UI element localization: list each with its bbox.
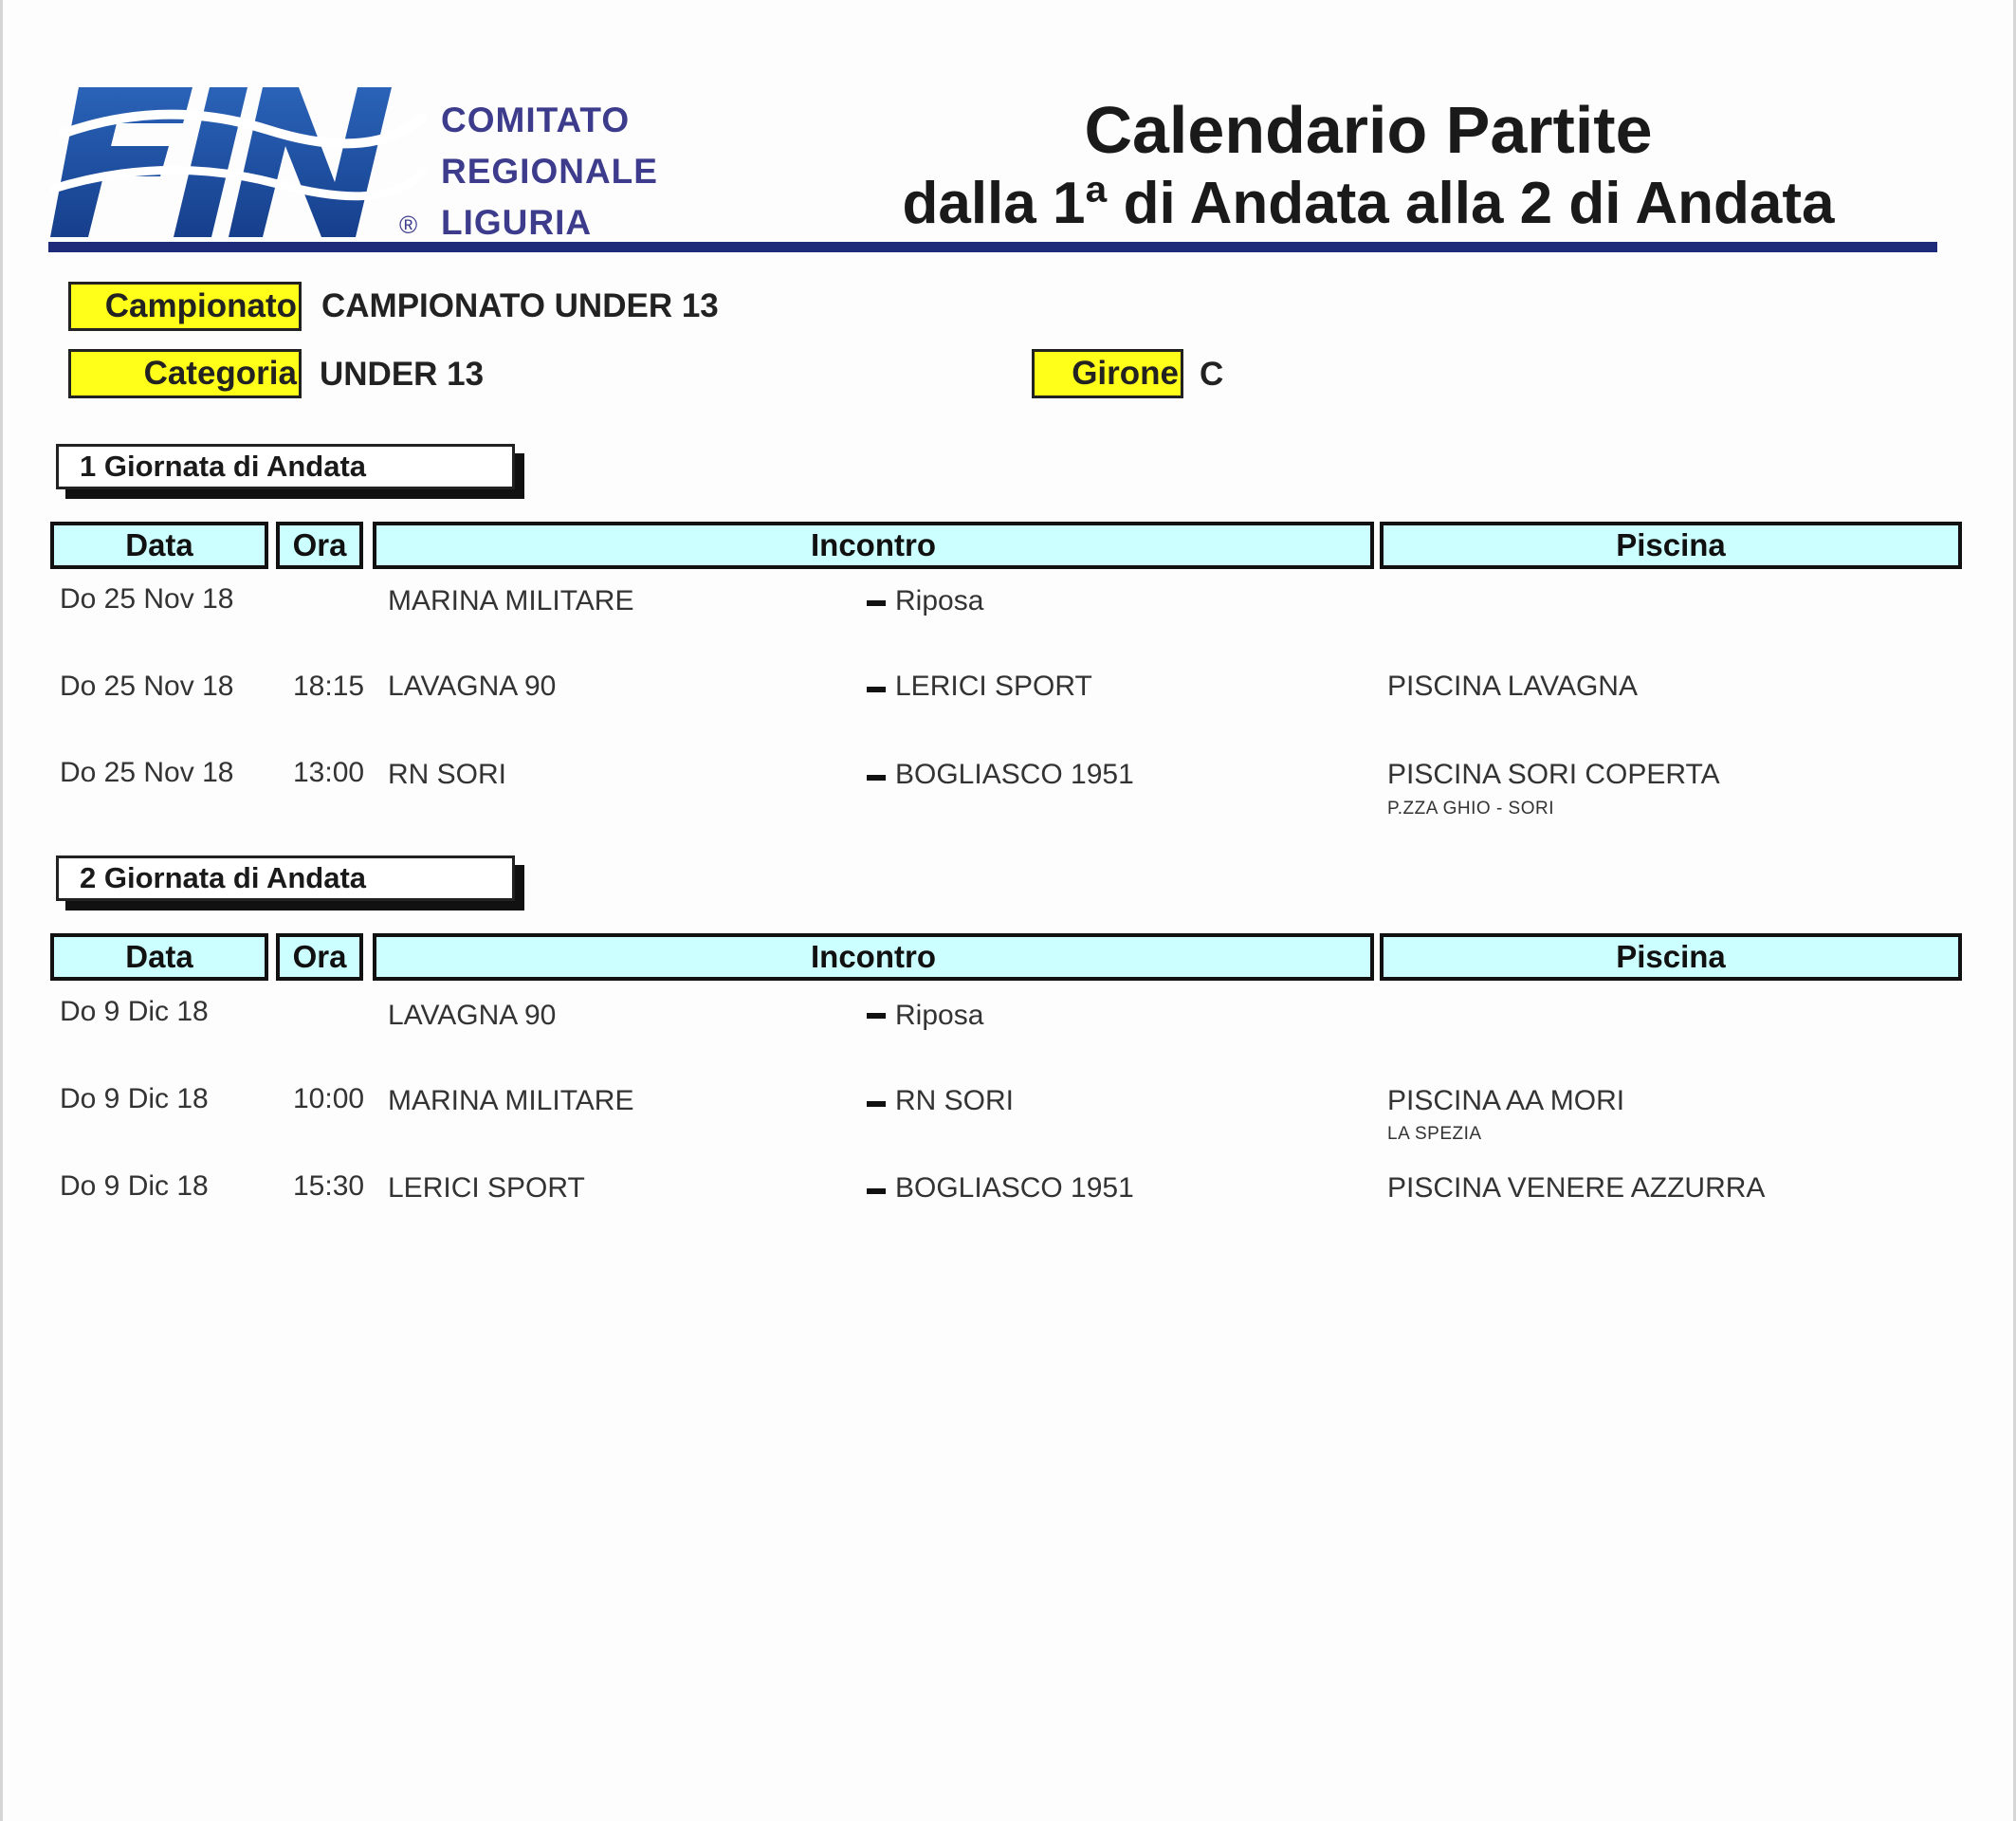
page-title [837, 91, 1899, 239]
match-away-team: RN SORI [895, 1085, 1015, 1116]
match-away-team: BOGLIASCO 1951 [895, 759, 1134, 790]
categoria-value: UNDER 13 [320, 356, 485, 393]
match-date: Do 9 Dic 18 [60, 1083, 209, 1114]
match-time: 18:15 [293, 671, 365, 702]
fin-logo [50, 78, 430, 248]
title-line-1: Calendario Partite [1084, 93, 1653, 167]
campionato-label: Campionato [68, 282, 302, 331]
match-separator [867, 1013, 886, 1019]
table-header-incontro: Incontro [373, 522, 1374, 569]
match-time: 10:00 [293, 1083, 365, 1114]
match-home-team: MARINA MILITARE [388, 1085, 634, 1116]
categoria-label: Categoria [68, 349, 302, 398]
table-header-piscina: Piscina [1380, 522, 1962, 569]
match-date: Do 9 Dic 18 [60, 1170, 209, 1202]
match-separator [867, 1188, 886, 1194]
committee-line-2: REGIONALE [441, 152, 658, 191]
committee-line-3: LIGURIA [441, 203, 593, 242]
round-title-1: 1 Giornata di Andata [56, 444, 515, 489]
match-separator [867, 600, 886, 606]
match-away-team: Riposa [895, 1000, 984, 1031]
match-away-team: BOGLIASCO 1951 [895, 1172, 1134, 1204]
girone-label: Girone [1032, 349, 1183, 398]
match-home-team: MARINA MILITARE [388, 585, 634, 616]
match-pool-address: P.ZZA GHIO - SORI [1387, 799, 1555, 819]
fin-logo-graphic [50, 78, 430, 248]
match-time: 13:00 [293, 757, 365, 788]
match-home-team: LERICI SPORT [388, 1172, 585, 1204]
table-header-data: Data [50, 933, 268, 981]
match-away-team: Riposa [895, 585, 984, 616]
table-header-ora: Ora [276, 933, 363, 981]
match-pool: PISCINA AA MORI [1387, 1085, 1625, 1116]
girone-value: C [1200, 356, 1224, 393]
campionato-value: CAMPIONATO UNDER 13 [321, 287, 719, 324]
match-date: Do 25 Nov 18 [60, 671, 234, 702]
table-header-ora: Ora [276, 522, 363, 569]
committee-line-1: COMITATO [441, 101, 631, 139]
title-line-2: dalla 1ª di Andata alla 2 di Andata [902, 171, 1835, 236]
header-divider [48, 242, 1937, 252]
match-pool: PISCINA VENERE AZZURRA [1387, 1172, 1766, 1204]
table-header-incontro: Incontro [373, 933, 1374, 981]
match-time: 15:30 [293, 1170, 365, 1202]
registered-mark: ® [399, 211, 418, 239]
match-away-team: LERICI SPORT [895, 671, 1092, 702]
match-date: Do 25 Nov 18 [60, 757, 234, 788]
committee-name [441, 95, 658, 248]
match-pool: PISCINA SORI COPERTA [1387, 759, 1720, 790]
match-date: Do 25 Nov 18 [60, 583, 234, 615]
match-home-team: LAVAGNA 90 [388, 1000, 557, 1031]
match-date: Do 9 Dic 18 [60, 996, 209, 1027]
match-pool-address: LA SPEZIA [1387, 1124, 1482, 1144]
match-separator [867, 775, 886, 781]
table-header-piscina: Piscina [1380, 933, 1962, 981]
table-header-data: Data [50, 522, 268, 569]
match-separator [867, 1101, 886, 1107]
match-separator [867, 687, 886, 692]
round-title-2: 2 Giornata di Andata [56, 855, 515, 901]
match-pool: PISCINA LAVAGNA [1387, 671, 1638, 702]
match-home-team: LAVAGNA 90 [388, 671, 557, 702]
match-home-team: RN SORI [388, 759, 507, 790]
